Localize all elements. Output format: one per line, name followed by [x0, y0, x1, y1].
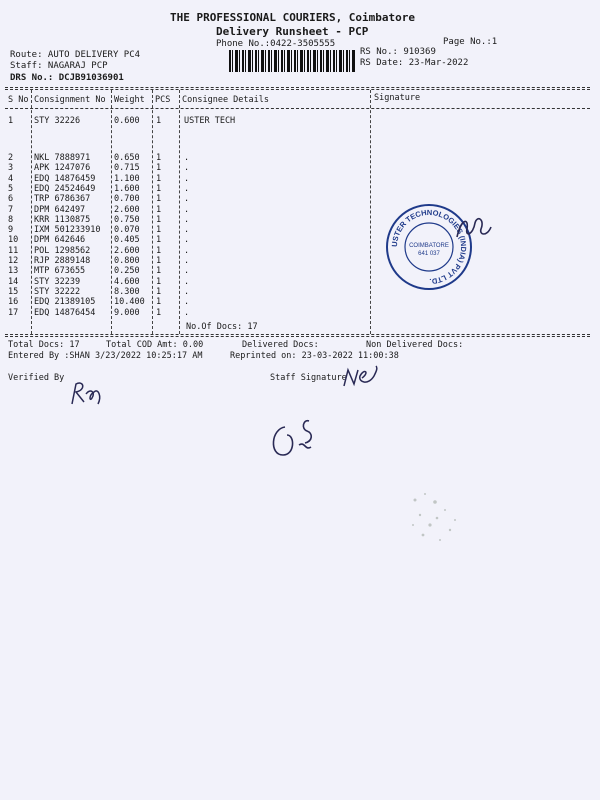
row-weight: 2.600 [114, 204, 140, 215]
row-pcs: 1 [156, 153, 162, 163]
staff: Staff: NAGARAJ PCP [10, 61, 108, 71]
row-weight: 1.100 [114, 173, 140, 184]
row-consignment-no: STY 32239 [34, 276, 81, 287]
table-header-rule [5, 108, 590, 109]
table-bottom-rule [5, 334, 590, 335]
row-consignee-details: . [184, 153, 190, 163]
row-consignment-no: IXM 501233910 [34, 225, 101, 236]
row-weight: 8.300 [114, 286, 140, 297]
row-sno: 1 [8, 116, 14, 126]
row-weight: 4.600 [114, 276, 140, 287]
reprinted-on: Reprinted on: 23-03-2022 11:00:38 [230, 351, 399, 361]
row-weight: 2.600 [114, 245, 140, 256]
row-pcs: 1 [156, 256, 162, 266]
row-consignment-no: KRR 1130875 [34, 214, 91, 225]
rs-date: RS Date: 23-Mar-2022 [360, 58, 469, 68]
stamp-pin: 641 037 [418, 251, 440, 257]
stamp-city: COIMBATORE [409, 243, 449, 249]
row-consignee-details: . [184, 194, 190, 205]
barcode [229, 50, 356, 72]
table-bottom-rule-2 [5, 336, 590, 337]
row-sno: 9 [8, 225, 14, 236]
col-divider-5 [370, 90, 371, 334]
row-sno: 3 [8, 163, 14, 174]
row-consignee-details: . [184, 183, 190, 194]
row-weight: 9.000 [114, 307, 140, 318]
row-weight: 0.405 [114, 235, 140, 246]
row-consignment-no: EDQ 14876459 [34, 173, 96, 184]
col-header-consignment: Consignment No [34, 95, 106, 105]
row-consignee-details: . [184, 235, 190, 246]
row-consignee-details: USTER TECH [184, 116, 236, 126]
row-sno: 7 [8, 204, 14, 215]
row-consignee-details: . [184, 266, 190, 277]
handwritten-scribble [265, 415, 325, 465]
row-pcs: 1 [156, 204, 162, 215]
col-header-sno: S No [8, 95, 29, 105]
entered-by: Entered By :SHAN 3/23/2022 10:25:17 AM [8, 351, 203, 361]
row-weight: 0.650 [114, 153, 140, 163]
row-pcs: 1 [156, 214, 162, 225]
row-consignment-no: NKL 7888971 [34, 153, 91, 163]
delivered-docs: Delivered Docs: [242, 340, 319, 350]
table-top-rule-2 [5, 89, 590, 90]
row-sno: 11 [8, 245, 19, 256]
staff-signature-label: Staff Signature [270, 373, 347, 383]
row-sno: 15 [8, 286, 19, 297]
row-consignment-no: MTP 673655 [34, 266, 86, 277]
row-consignment-no: DPM 642497 [34, 204, 86, 215]
row-consignee-details: . [184, 225, 190, 236]
row-consignee-details: . [184, 245, 190, 256]
row-consignee-details: . [184, 256, 190, 266]
col-divider-4 [179, 90, 180, 334]
row-pcs: 1 [156, 163, 162, 174]
row-pcs: 1 [156, 235, 162, 246]
rs-number: RS No.: 910369 [360, 47, 436, 57]
route: Route: AUTO DELIVERY PC4 [10, 50, 141, 60]
row-pcs: 1 [156, 297, 162, 308]
row-pcs: 1 [156, 116, 162, 126]
smudge-mark [395, 480, 475, 560]
row-weight: 0.715 [114, 163, 140, 174]
row-sno: 4 [8, 173, 14, 184]
row-sno: 16 [8, 297, 19, 308]
row-sno: 10 [8, 235, 19, 246]
row-pcs: 1 [156, 173, 162, 184]
row-pcs: 1 [156, 276, 162, 287]
col-header-signature: Signature [374, 93, 421, 103]
col-divider-1 [31, 90, 32, 334]
row-consignment-no: STY 32222 [34, 286, 81, 297]
row-sno: 12 [8, 256, 19, 266]
row-consignee-details: . [184, 297, 190, 308]
row-pcs: 1 [156, 194, 162, 205]
row-weight: 0.800 [114, 256, 140, 266]
col-divider-2 [111, 90, 112, 334]
row-consignee-details: . [184, 286, 190, 297]
col-header-weight: Weight [114, 95, 145, 105]
row-consignee-details: . [184, 204, 190, 215]
stamp-ring-text: USTER TECHNOLOGIES (INDIA) PVT LTD. [389, 207, 469, 287]
row-consignment-no: STY 32226 [34, 116, 81, 126]
row-consignee-details: . [184, 276, 190, 287]
company-name: THE PROFESSIONAL COURIERS, Coimbatore [170, 11, 416, 24]
row-consignee-details: . [184, 163, 190, 174]
row-pcs: 1 [156, 286, 162, 297]
row-consignment-no: EDQ 24524649 [34, 183, 96, 194]
row-weight: 0.070 [114, 225, 140, 236]
row-weight: 0.250 [114, 266, 140, 277]
row-weight: 0.700 [114, 194, 140, 205]
row-consignment-no: EDQ 14876454 [34, 307, 96, 318]
table-top-rule [5, 87, 590, 88]
drs-number: DRS No.: DCJB91036901 [10, 73, 124, 83]
staff-signature [340, 364, 380, 394]
col-header-pcs: PCS [155, 95, 171, 105]
row-pcs: 1 [156, 245, 162, 256]
row-sno: 14 [8, 276, 19, 287]
total-cod: Total COD Amt: 0.00 [106, 340, 204, 350]
row-sno: 2 [8, 153, 14, 163]
row-consignee-details: . [184, 214, 190, 225]
runsheet-title: Delivery Runsheet - PCP [216, 25, 369, 38]
row-weight: 10.400 [114, 297, 145, 308]
row-sno: 17 [8, 307, 19, 318]
phone-number: Phone No.:0422-3505555 [216, 39, 336, 49]
row-consignee-details: . [184, 173, 190, 184]
page-number: Page No.:1 [443, 37, 498, 47]
row-sno: 13 [8, 266, 19, 277]
row-sno: 8 [8, 214, 14, 225]
row-consignment-no: RJP 2889148 [34, 256, 91, 266]
total-docs: Total Docs: 17 [8, 340, 80, 350]
row-pcs: 1 [156, 225, 162, 236]
row-consignment-no: APK 1247076 [34, 163, 91, 174]
verified-by-signature [68, 378, 108, 408]
row-pcs: 1 [156, 307, 162, 318]
row-consignment-no: EDQ 21389105 [34, 297, 96, 308]
non-delivered-docs: Non Delivered Docs: [366, 340, 464, 350]
verified-by-label: Verified By [8, 373, 65, 383]
row-pcs: 1 [156, 183, 162, 194]
row-consignment-no: DPM 642646 [34, 235, 86, 246]
row-weight: 0.600 [114, 116, 140, 126]
row-pcs: 1 [156, 266, 162, 277]
consignee-signature [455, 215, 495, 245]
row-consignment-no: TRP 6786367 [34, 194, 91, 205]
row-consignment-no: POL 1298562 [34, 245, 91, 256]
row-consignee-details: . [184, 307, 190, 318]
row-weight: 0.750 [114, 214, 140, 225]
col-header-consignee: Consignee Details [182, 95, 269, 105]
row-sno: 5 [8, 183, 14, 194]
row-weight: 1.600 [114, 183, 140, 194]
no-of-docs: No.Of Docs: 17 [186, 322, 258, 332]
row-sno: 6 [8, 194, 14, 205]
col-divider-3 [152, 90, 153, 334]
